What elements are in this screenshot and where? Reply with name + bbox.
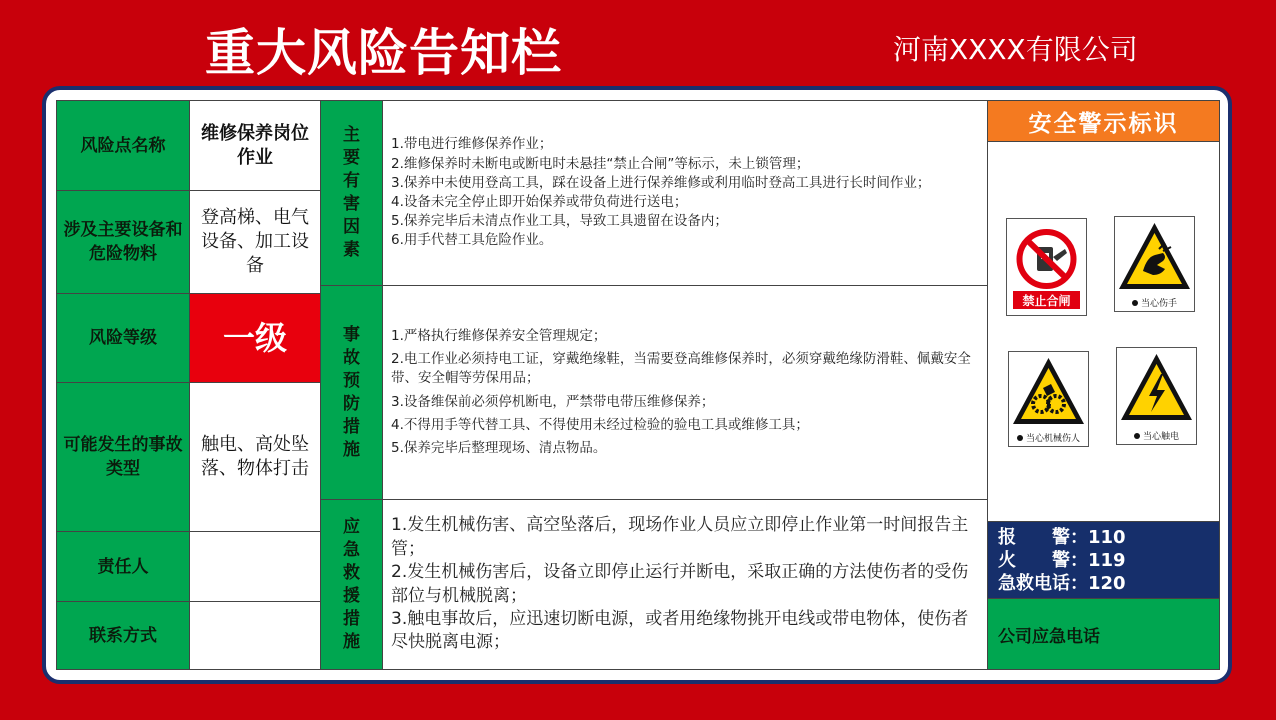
no-switching-on-sign-icon xyxy=(1007,223,1086,295)
label-responsible-person: 责任人 xyxy=(56,531,190,602)
machinery-injury-warning-sign xyxy=(1008,351,1089,447)
ambulance-phone: 急救电话：120 xyxy=(998,572,1126,594)
value-accident-type: 触电、高处坠落、物体打击 xyxy=(189,382,321,532)
label-emergency-measures xyxy=(320,499,383,670)
bullet-dot xyxy=(1017,435,1023,441)
sign-caption: 禁止合闸 xyxy=(1013,291,1080,309)
label-prevention-measures-text: 事故预防措施 xyxy=(343,324,360,460)
value-equipment: 登高梯、电气设备、加工设备 xyxy=(189,190,321,294)
police-phone: 报 警：110 xyxy=(998,526,1126,548)
list-item: 2.电工作业必须持电工证，穿戴绝缘鞋，当需要登高维修保养时，必须穿戴绝缘防滑鞋、佩戴安全带、安全帽等劳保用品； xyxy=(391,351,971,387)
bullet-dot xyxy=(1132,300,1138,306)
hand-injury-warning-sign xyxy=(1114,216,1195,312)
label-contact: 联系方式 xyxy=(56,601,190,670)
list-item: 4.不得用手等代替工具、不得使用未经过检验的验电工具或维修工具； xyxy=(391,416,809,433)
sign-caption xyxy=(1009,431,1088,444)
list-item: 1.带电进行维修保养作业； xyxy=(391,136,553,153)
sign-caption xyxy=(1115,296,1194,309)
label-equipment: 涉及主要设备和危险物料 xyxy=(56,190,190,294)
emergency-measures-list xyxy=(382,499,988,670)
sign-caption xyxy=(1117,429,1196,442)
sign-caption-text: 当心伤手 xyxy=(1140,299,1177,309)
list-item: 2.维修保养时未断电或断电时未悬挂“禁止合闸”等标示，未上锁管理； xyxy=(391,155,810,172)
list-item: 1.发生机械伤害、高空坠落后，现场作业人员应立即停止作业第一时间报告主管； xyxy=(391,515,969,559)
list-item: 3.设备维保前必须停机断电，严禁带电带压维修保养； xyxy=(391,393,715,410)
label-accident-type: 可能发生的事故类型 xyxy=(56,382,190,532)
page-title: 重大风险告知栏 xyxy=(205,24,562,82)
sign-caption-text: 当心机械伤人 xyxy=(1025,434,1080,444)
company-emergency-phone-label: 公司应急电话 xyxy=(987,598,1220,670)
label-risk-point: 风险点名称 xyxy=(56,100,190,191)
list-item: 5.保养完毕后整理现场、清点物品。 xyxy=(391,439,607,456)
label-hazard-factors xyxy=(320,100,383,286)
electric-shock-warning-icon xyxy=(1117,350,1196,426)
safety-signs-header: 安全警示标识 xyxy=(987,100,1220,142)
list-item: 6.用手代替工具危险作业。 xyxy=(391,232,553,249)
machinery-injury-warning-icon xyxy=(1009,354,1088,430)
list-item: 4.设备未完全停止即开始保养或带负荷进行送电； xyxy=(391,194,688,210)
label-emergency-measures-text: 应急救援措施 xyxy=(343,516,360,652)
label-prevention-measures xyxy=(320,285,383,500)
company-name: 河南XXXX有限公司 xyxy=(893,33,1138,66)
list-item: 3.触电事故后，应迅速切断电源，或者用绝缘物挑开电线或带电物体，使伤者尽快脱离电源； xyxy=(391,608,969,653)
label-hazard-factors-text: 主要有害因素 xyxy=(343,125,360,260)
hand-injury-warning-icon xyxy=(1115,219,1194,295)
safety-signs-area xyxy=(987,141,1220,522)
prevention-measures-list xyxy=(382,285,988,500)
value-responsible-person xyxy=(189,531,321,602)
value-risk-level: 一级 xyxy=(189,293,321,383)
list-item: 1.严格执行维修保养安全管理规定； xyxy=(391,327,607,344)
electric-shock-warning-sign xyxy=(1116,347,1197,445)
list-item: 3.保养中未使用登高工具，踩在设备上进行保养维修或利用临时登高工具进行长时间作业； xyxy=(391,174,931,191)
fire-phone: 火 警：119 xyxy=(998,549,1126,571)
value-contact xyxy=(189,601,321,670)
value-risk-point: 维修保养岗位作业 xyxy=(189,100,321,191)
list-item: 5.保养完毕后未清点作业工具，导致工具遗留在设备内； xyxy=(391,213,728,230)
no-switching-on-sign xyxy=(1006,218,1087,316)
hazard-factors-list xyxy=(382,100,988,286)
bullet-dot xyxy=(1134,433,1140,439)
emergency-phone-panel xyxy=(987,521,1220,599)
list-item: 2.发生机械伤害后，设备立即停止运行并断电，采取正确的方法使伤者的受伤部位与机械脱离； xyxy=(391,562,969,606)
label-risk-level: 风险等级 xyxy=(56,293,190,383)
sign-caption-text: 当心触电 xyxy=(1142,432,1179,442)
